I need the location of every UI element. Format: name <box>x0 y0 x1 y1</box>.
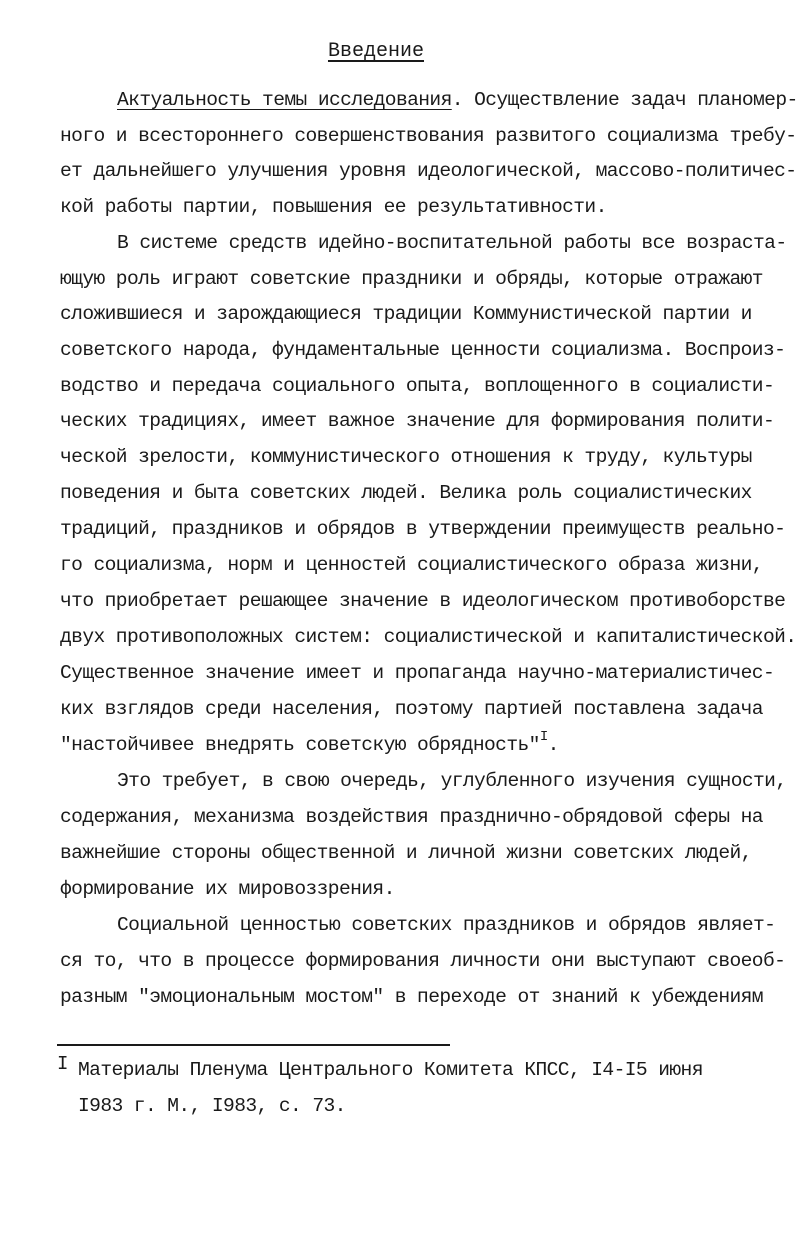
footnote-divider <box>57 1044 450 1046</box>
paragraph-line <box>117 88 798 112</box>
paragraph-line: Это требует, в свою очередь, углубленного изучения сущности, <box>117 770 787 792</box>
paragraph-line: ких взглядов среди населения, поэтому партией поставлена задача <box>60 698 763 720</box>
footnote-mark: I <box>57 1053 69 1075</box>
paragraph-line: кой работы партии, повышения ее результативности. <box>60 196 607 218</box>
paragraph-line: водство и передача социального опыта, воплощенного в социалисти- <box>60 375 775 397</box>
quote-text: "настойчивее внедрять советскую обрядность" <box>60 734 540 756</box>
paragraph-line: двух противоположных систем: социалистической и капиталистической. <box>60 626 797 648</box>
paragraph-line: что приобретает решающее значение в идеологическом противоборстве <box>60 590 786 612</box>
paragraph-line: важнейшие стороны общественной и личной жизни советских людей, <box>60 842 752 864</box>
paragraph-line: ет дальнейшего улучшения уровня идеологической, массово-политичес- <box>60 160 797 182</box>
paragraph-line: го социализма, норм и ценностей социалистического образа жизни, <box>60 554 763 576</box>
paragraph-line: ческой зрелости, коммунистического отношения к труду, культуры <box>60 446 752 468</box>
paragraph-line: ного и всестороннего совершенствования развитого социализма требу- <box>60 125 797 147</box>
paragraph-line: поведения и быта советских людей. Велика роль социалистических <box>60 482 752 504</box>
sentence-end: . <box>547 734 559 756</box>
paragraph-line: ческих традициях, имеет важное значение для формирования полити- <box>60 410 775 432</box>
paragraph-line: традиций, праздников и обрядов в утверждении преимуществ реально- <box>60 518 786 540</box>
footnote-reference: I <box>539 729 548 745</box>
paragraph-line: содержания, механизма воздействия празднично-обрядовой сферы на <box>60 806 763 828</box>
paragraph-text: . Осуществление задач планомер- <box>451 89 798 111</box>
paragraph-line: разным "эмоциональным мостом" в переходе от знаний к убеждениям <box>60 986 763 1008</box>
page-title: Введение <box>327 40 424 63</box>
section-lead: Актуальность темы исследования <box>117 89 452 111</box>
paragraph-line: Социальной ценностью советских праздников и обрядов являет- <box>117 914 776 936</box>
paragraph-line: Существенное значение имеет и пропаганда научно-материалистичес- <box>60 662 775 684</box>
paragraph-line: сложившиеся и зарождающиеся традиции Коммунистической партии и <box>60 303 752 325</box>
footnote-text: Материалы Пленума Центрального Комитета КПСС, I4-I5 июня <box>78 1059 703 1081</box>
paragraph-line: формирование их мировоззрения. <box>60 878 395 900</box>
paragraph-line: ся то, что в процессе формирования личности они выступают своеоб- <box>60 950 786 972</box>
paragraph-line: В системе средств идейно-воспитательной работы все возраста- <box>117 232 787 254</box>
paragraph-line: советского народа, фундаментальные ценности социализма. Воспроиз- <box>60 339 786 361</box>
paragraph-line: ющую роль играют советские праздники и обряды, которые отражают <box>60 268 763 290</box>
footnote-text: I983 г. М., I983, с. 73. <box>78 1095 346 1117</box>
paragraph-line <box>60 729 770 757</box>
